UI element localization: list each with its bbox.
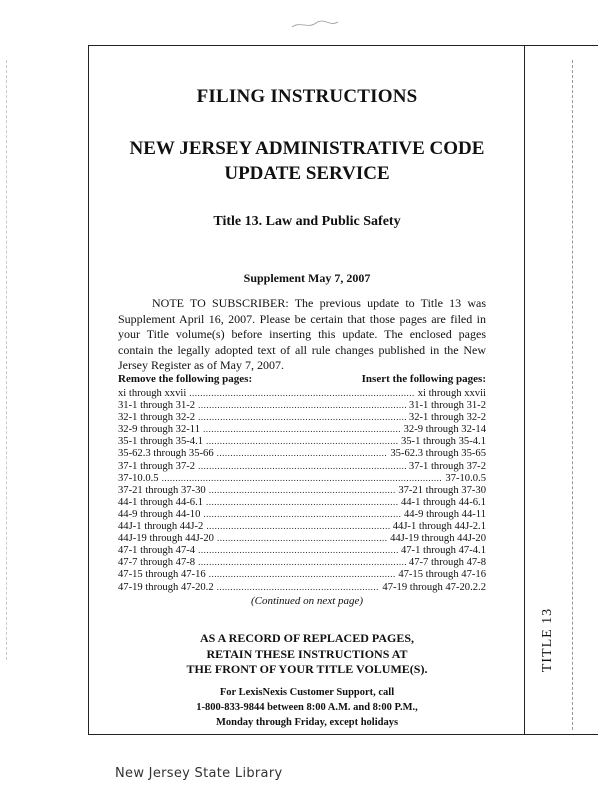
dot-leader bbox=[206, 496, 398, 508]
remove-pages: 44J-1 through 44J-2 bbox=[118, 521, 204, 533]
dot-leader bbox=[217, 532, 387, 544]
dot-leader bbox=[203, 508, 401, 520]
support-line: For LexisNexis Customer Support, call bbox=[219, 687, 395, 698]
subscriber-note: NOTE TO SUBSCRIBER: The previous update to Title 13 was Supplement April 16, 2007. Please be certain that those pages are filed in your Title volume(s) before inserting this update. The enclosed pages contain the legally adopted text of all rule changes published in the New Jersey Register as of May 7, 2007. bbox=[118, 296, 486, 372]
code-title-line: NEW JERSEY ADMINISTRATIVE CODE bbox=[129, 138, 485, 159]
record-line: AS A RECORD OF REPLACED PAGES, bbox=[199, 631, 415, 645]
table-row bbox=[118, 496, 486, 508]
remove-pages: 47-19 through 47-20.2 bbox=[118, 581, 214, 593]
remove-pages: 32-9 through 32-11 bbox=[118, 424, 200, 436]
remove-pages: 31-1 through 31-2 bbox=[118, 400, 196, 412]
insert-pages: 31-1 through 31-2 bbox=[408, 400, 486, 412]
insert-pages: 44-1 through 44-6.1 bbox=[400, 496, 486, 508]
remove-pages: 37-10.0.5 bbox=[118, 472, 159, 484]
remove-pages: 35-1 through 35-4.1 bbox=[118, 436, 204, 448]
table-row bbox=[118, 460, 486, 472]
title-side-tab bbox=[530, 600, 566, 680]
insert-pages: 32-1 through 32-2 bbox=[408, 412, 486, 424]
insert-pages: 47-15 through 47-16 bbox=[398, 569, 486, 581]
frame-left-line bbox=[88, 45, 89, 735]
insert-pages: 32-9 through 32-14 bbox=[403, 424, 486, 436]
frame-top-line bbox=[88, 45, 598, 46]
dot-leader bbox=[217, 447, 388, 459]
insert-pages: 44J-1 through 44J-2.1 bbox=[392, 521, 486, 533]
table-row bbox=[118, 520, 486, 532]
frame-right-line bbox=[524, 45, 525, 735]
dot-leader bbox=[189, 387, 414, 399]
remove-pages: 37-21 through 37-30 bbox=[118, 484, 206, 496]
insert-pages: 35-1 through 35-4.1 bbox=[400, 436, 486, 448]
library-stamp: New Jersey State Library bbox=[115, 766, 283, 781]
insert-pages: 37-1 through 37-2 bbox=[408, 460, 486, 472]
insert-pages: 44-9 through 44-11 bbox=[404, 508, 486, 520]
dot-leader bbox=[209, 568, 396, 580]
title-subtitle: Title 13. Law and Public Safety bbox=[213, 214, 401, 229]
remove-pages: 32-1 through 32-2 bbox=[118, 412, 196, 424]
page-heading: FILING INSTRUCTIONS bbox=[196, 86, 418, 107]
pages-table bbox=[118, 387, 486, 593]
dot-leader bbox=[209, 484, 396, 496]
insert-pages: 35-62.3 through 35-65 bbox=[390, 448, 486, 460]
dot-leader bbox=[198, 411, 406, 423]
frame-bottom-line bbox=[88, 734, 598, 735]
dot-leader bbox=[198, 556, 406, 568]
insert-pages: 47-7 through 47-8 bbox=[408, 557, 486, 569]
insert-pages: 47-1 through 47-4.1 bbox=[400, 545, 486, 557]
dot-leader bbox=[162, 472, 443, 484]
pages-table-header bbox=[118, 373, 486, 387]
table-row bbox=[118, 568, 486, 580]
side-tab-label: TITLE 13 bbox=[540, 607, 555, 673]
table-row bbox=[118, 387, 486, 399]
table-row bbox=[118, 435, 486, 447]
remove-pages: 47-15 through 47-16 bbox=[118, 569, 206, 581]
remove-pages: 35-62.3 through 35-66 bbox=[118, 448, 214, 460]
record-line: RETAIN THESE INSTRUCTIONS AT bbox=[206, 646, 408, 661]
remove-pages: 44-1 through 44-6.1 bbox=[118, 496, 204, 508]
remove-pages: 47-7 through 47-8 bbox=[118, 557, 196, 569]
remove-header: Remove the following pages: bbox=[118, 373, 253, 385]
remove-pages: 47-1 through 47-4 bbox=[118, 545, 196, 557]
dot-leader bbox=[206, 520, 389, 532]
table-row bbox=[118, 544, 486, 556]
supplement-date: Supplement May 7, 2007 bbox=[243, 271, 371, 285]
record-line: THE FRONT OF YOUR TITLE VOLUME(S). bbox=[186, 662, 428, 676]
support-line: 1-800-833-9844 between 8:00 A.M. and 8:00 P.M., bbox=[196, 702, 418, 713]
support-line: Monday through Friday, except holidays bbox=[215, 717, 399, 728]
table-row bbox=[118, 399, 486, 411]
table-row bbox=[118, 532, 486, 544]
dot-leader bbox=[198, 544, 398, 556]
insert-pages: xi through xxvii bbox=[417, 388, 486, 399]
table-row bbox=[118, 508, 486, 520]
insert-pages: 37-10.0.5 bbox=[445, 472, 486, 484]
pencil-mark bbox=[290, 18, 350, 30]
table-row bbox=[118, 581, 486, 593]
table-row bbox=[118, 423, 486, 435]
record-instruction bbox=[90, 631, 524, 678]
table-row bbox=[118, 484, 486, 496]
insert-header: Insert the following pages: bbox=[361, 373, 486, 385]
dot-leader bbox=[198, 399, 406, 411]
remove-pages: 37-1 through 37-2 bbox=[118, 460, 196, 472]
insert-pages: 47-19 through 47-20.2.2 bbox=[382, 581, 486, 593]
dot-leader bbox=[203, 423, 401, 435]
insert-pages: 44J-19 through 44J-20 bbox=[390, 533, 486, 545]
remove-pages: 44-9 through 44-10 bbox=[118, 508, 201, 520]
code-title bbox=[90, 136, 524, 186]
continued-note: (Continued on next page) bbox=[250, 595, 364, 607]
insert-pages: 37-21 through 37-30 bbox=[398, 484, 486, 496]
tab-edge-line bbox=[572, 60, 573, 730]
remove-pages: 44J-19 through 44J-20 bbox=[118, 533, 214, 545]
dot-leader bbox=[198, 460, 406, 472]
table-row bbox=[118, 556, 486, 568]
dot-leader bbox=[206, 435, 398, 447]
table-row bbox=[118, 447, 486, 459]
customer-support bbox=[90, 685, 524, 730]
table-row bbox=[118, 472, 486, 484]
code-title-line: UPDATE SERVICE bbox=[224, 163, 390, 184]
dot-leader bbox=[217, 581, 380, 593]
binder-edge-marks bbox=[6, 60, 7, 660]
table-row bbox=[118, 411, 486, 423]
remove-pages: xi through xxvii bbox=[118, 388, 187, 399]
